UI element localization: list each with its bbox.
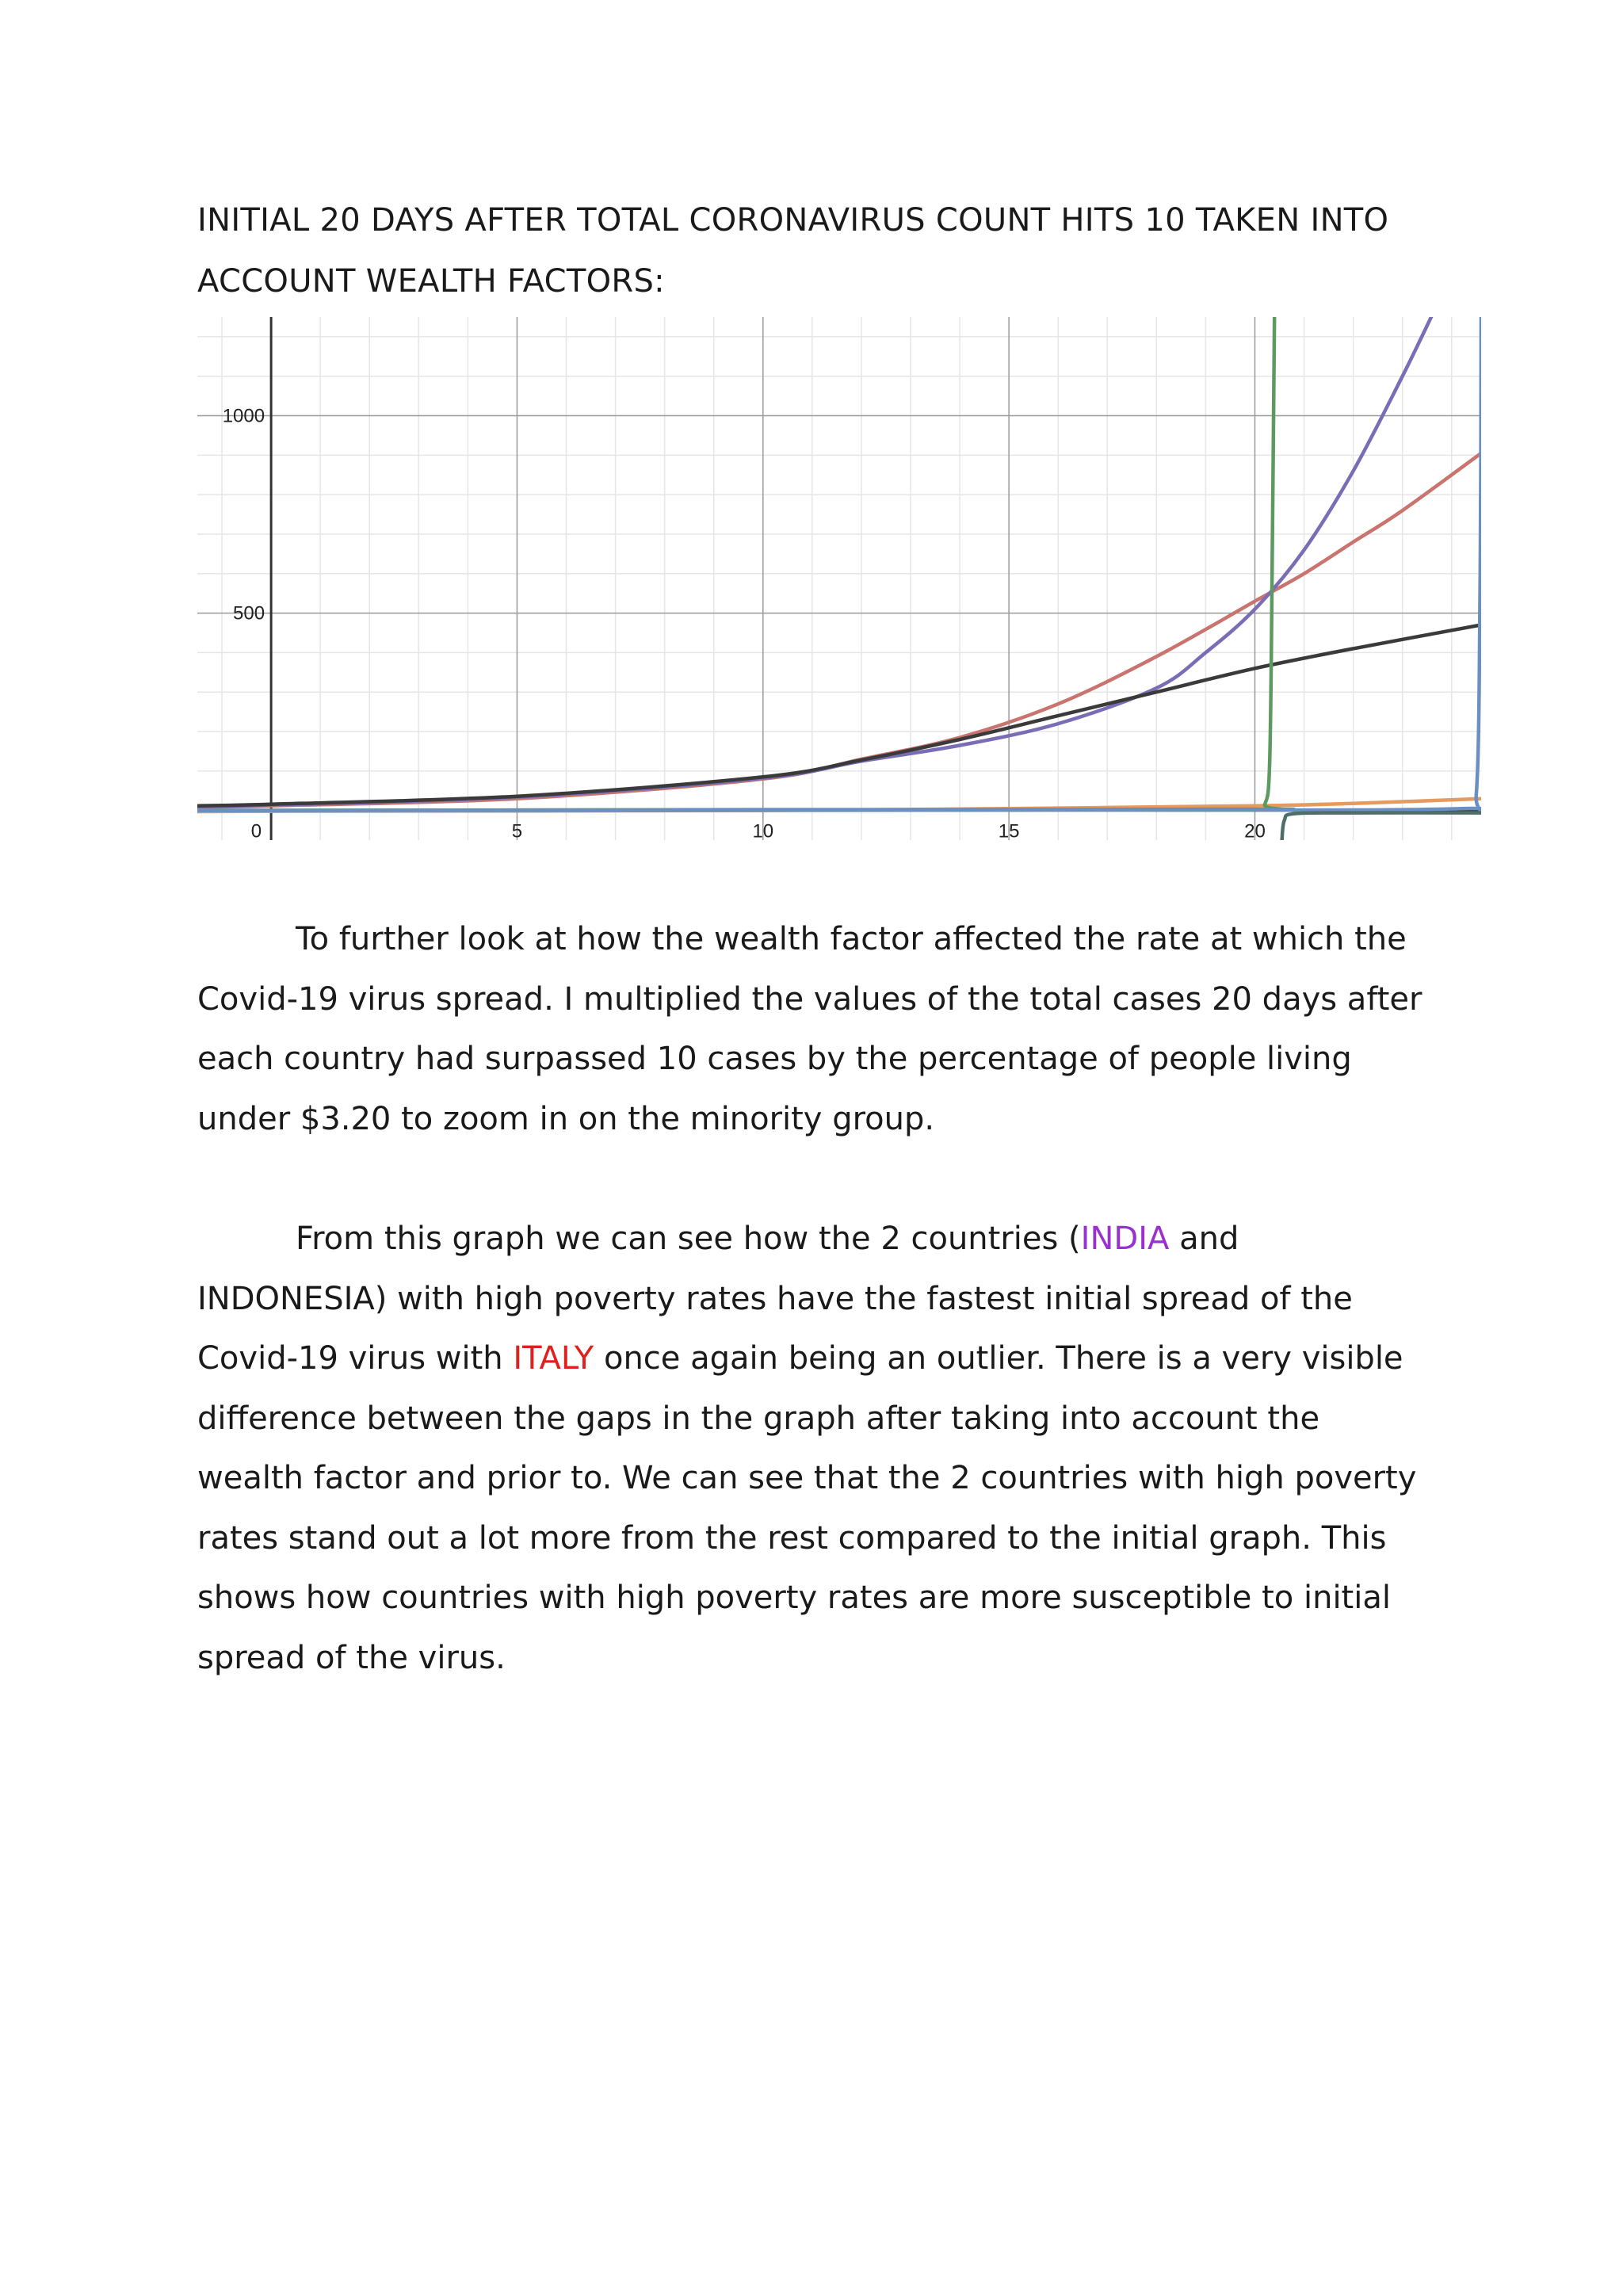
paragraph-2-part-1: From this graph we can see how the 2 countries ( (296, 1221, 1081, 1257)
x-tick-label: 20 (1244, 820, 1266, 840)
chart-svg (197, 317, 1481, 840)
x-tick-label: 10 (752, 820, 774, 840)
paragraph-1-text: To further look at how the wealth factor affected the rate at which the Covid-19 virus spread. I multiplied the values of the total cases 20 days after each country had surpassed 10 cases by the percentage of people living under $3.20 to zoom in on the minority group. (197, 921, 1423, 1137)
paragraph-2-part-2: and INDONESIA) with high poverty rates have the fastest initial spread of the Covid-19 virus with (197, 1221, 1353, 1377)
highlight-italy: ITALY (513, 1340, 594, 1377)
x-tick-label: 5 (511, 820, 523, 840)
series-line-5 (197, 317, 1294, 811)
paragraph-1 (197, 910, 1434, 1149)
series-line-1 (197, 453, 1481, 808)
paragraph-2-part-3: once again being an outlier. There is a very visible difference between the gaps in the graph after taking into account the wealth factor and prior to. We can see that the 2 countries with high poverty rates stand out a lot more from the rest compared to the initial graph. This shows how countries with high poverty rates are more susceptible to initial spread of the virus. (197, 1340, 1417, 1676)
grid-major (197, 317, 1481, 840)
axes (197, 317, 1481, 840)
grid-minor (197, 317, 1481, 840)
series-line-6 (197, 317, 1481, 816)
series-line-2 (197, 317, 1437, 807)
tick-labels (223, 406, 1266, 840)
paragraph-2 (197, 1209, 1434, 1688)
x-tick-label: 15 (998, 820, 1020, 840)
highlight-india: INDIA (1080, 1221, 1170, 1257)
y-tick-label: 500 (233, 602, 265, 625)
series-group (197, 317, 1481, 840)
y-tick-label: 1000 (222, 405, 265, 427)
heading-line-2: ACCOUNT WEALTH FACTORS: (197, 263, 665, 300)
heading-line-1: INITIAL 20 DAYS AFTER TOTAL CORONAVIRUS COUNT HITS 10 TAKEN INTO (197, 202, 1389, 239)
x-tick-label: 0 (250, 820, 262, 840)
cases-chart (197, 317, 1481, 840)
document-heading (197, 190, 1434, 312)
